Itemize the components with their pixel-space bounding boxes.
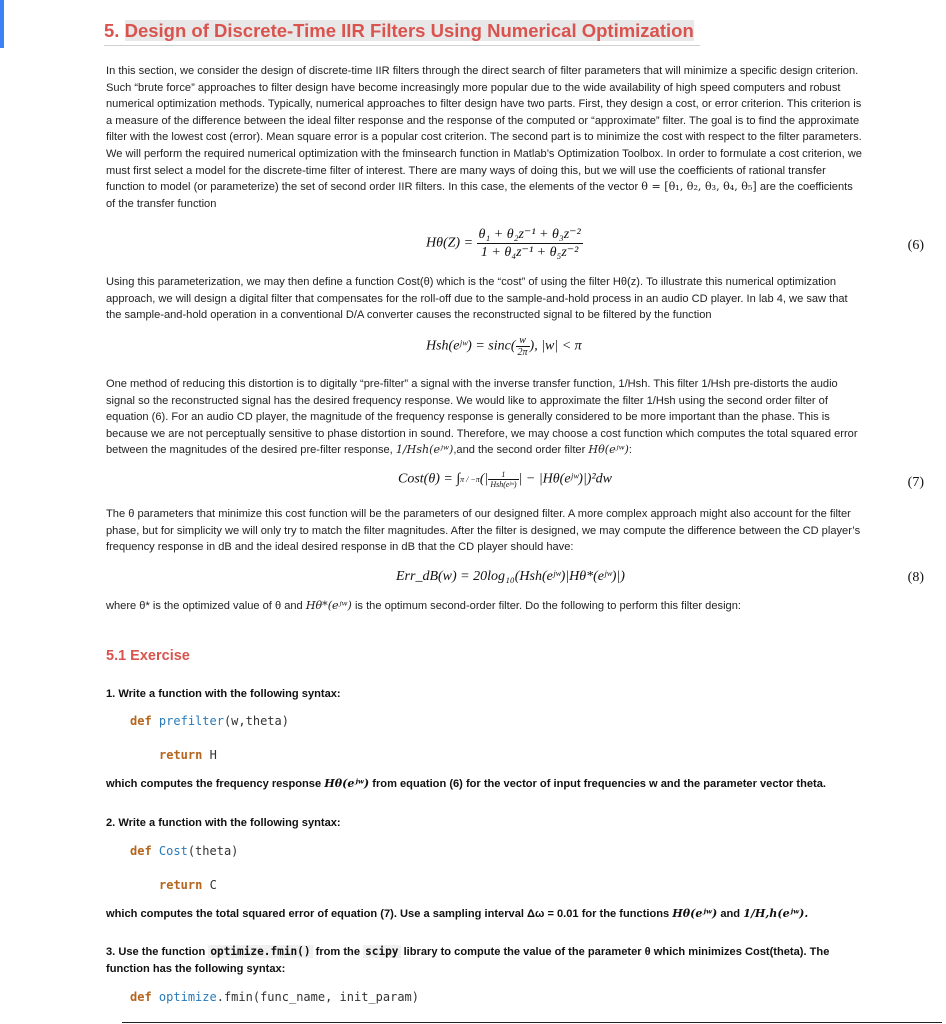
title-underline	[104, 45, 700, 46]
intro-line-vector: function to model (or parameterize) the set of second order IIR filters. In this case, the elements of the vector θ = [θ₁, θ₂, θ₃, θ₄, θ₅] are the coefficients	[106, 180, 853, 194]
equation-sample-hold: Hsh(eʲʷ) = sinc( $\frac{w}{2\pi}$ ), |w| < π	[426, 335, 582, 358]
equation-8: Err_dB(w) = 20log₁₀(Hsh(eʲʷ)|Hθ*(eʲʷ)|)	[396, 569, 625, 584]
section-title	[104, 20, 694, 42]
intro-line: filter with the lowest cost (error). Mean square error is a popular cost criterion. The second part is to minimize the cost with respect to the filter parameters.	[106, 131, 862, 144]
prefilter-paragraph: One method of reducing this distortion is to digitally “pre-filter” a signal with the inverse transfer function, 1/Hsh. This filter 1/Hsh pre-distorts the audio signal so the reconstructed signal has the desired frequency response. We would like to approximate the filter 1/Hsh using the second order filter of equation (6). For an audio CD player, the magnitude of the frequency response is generally considered to be more important than the phase. This is because we are not perceptually sensitive to phase distortion in sound. Therefore, we may choose a cost function which computes the total squared error between the magnitudes of the desired pre-filter response, 1/Hsh(eʲʷ),and the second order filter Hθ(eʲʷ):	[106, 378, 858, 457]
section-number: 5.	[104, 20, 120, 41]
exercise-heading: 5.1 Exercise	[106, 648, 190, 664]
intro-line: We will perform the required numerical optimization with the fminsearch function in Matlab’s Optimization Toolbox. In order to formulate a cost criterion, we	[106, 147, 862, 160]
question-2: 2. Write a function with the following syntax:	[106, 817, 341, 829]
intro-paragraph	[106, 63, 922, 212]
question-3-line-2: function has the following syntax:	[106, 963, 286, 975]
code-prefilter-def: def prefilter(w,theta)	[130, 714, 289, 728]
parameterization-paragraph: Using this parameterization, we may then define a function Cost(θ) which is the “cost” of using the filter Hθ(z). To illustrate this numerical optimization approach, we will design a digital filter that compensates for the roll-off due to the sample-and-hold process in an audio CD player. In lab 4, we saw that the sample-and-hold operation in a conventional D/A converter causes the reconstructed signal to be filtered by the function	[106, 276, 848, 322]
inline-code-scipy: scipy	[365, 945, 399, 958]
section-title-text: Design of Discrete-Time IIR Filters Using Numerical Optimization	[124, 20, 694, 41]
equation-7-number: (7)	[907, 475, 924, 490]
intro-line: Such “brute force” approaches to filter design have become increasingly more popular due to the wide availability of high speed computers and robust	[106, 81, 841, 94]
equation-6: Hθ(Z) = $\frac{\text{θ₁ + θ₂z⁻¹ + θ₃z⁻²}}{\text{1 + θ₄z⁻¹ + θ₅z⁻²}}$	[426, 227, 581, 260]
optimized-paragraph: where θ* is the optimized value of θ and Hθ*(eʲʷ) is the optimum second-order filter. Do the following to perform this filter design:	[106, 599, 741, 612]
code-cost-def: def Cost(theta)	[130, 844, 239, 858]
intro-line: In this section, we consider the design of discrete-time IIR filters through the direct search of filter parameters that will minimize a specific design criterion.	[106, 65, 859, 77]
theta-paragraph: The θ parameters that minimize this cost function will be the parameters of our designed filter. A more complex approach might also account for the filter phase, but for simplicity we will only try to match the filter magnitudes. After the filter is designed, we may compute the difference between the CD player’s frequency response in dB and the ideal desired response in dB that the CD player should have:	[106, 508, 861, 554]
question-3: 3. Use the function optimize.fmin() from the scipy library to compute the value of the parameter θ which minimizes Cost(theta). The	[106, 945, 830, 958]
intro-line: a measure of the difference between the ideal filter response and the response of the computed or “approximate” filter. The goal is to find the approximate	[106, 114, 860, 127]
equation-8-number: (8)	[907, 570, 924, 585]
code-cost-return: return C	[159, 878, 217, 892]
left-accent-bar	[0, 0, 4, 48]
question-1: 1. Write a function with the following syntax:	[106, 688, 341, 700]
code-prefilter-return: return H	[159, 748, 217, 762]
question-1-description: which computes the frequency response Hθ(eʲʷ) from equation (6) for the vector of input frequencies w and the parameter vector theta.	[106, 777, 826, 790]
theta-vector: θ = [θ₁, θ₂, θ₃, θ₄, θ₅]	[641, 180, 757, 194]
intro-line: of the transfer function	[106, 197, 217, 210]
inline-code-fmin: optimize.fmin()	[210, 945, 311, 958]
equation-7: Cost(θ) = ∫π / −π(| $\frac{1}{\text{Hsh(eʲʷ)}}$ | − |Hθ(eʲʷ)|)²dw	[398, 470, 612, 489]
bottom-divider	[122, 1022, 942, 1023]
question-2-description: which computes the total squared error of equation (7). Use a sampling interval Δω = 0.01 for the functions Hθ(eʲʷ) and 1/H,h(eʲʷ).	[106, 907, 809, 920]
code-fmin-def: def optimize.fmin(func_name, init_param)	[130, 990, 420, 1004]
equation-6-number: (6)	[907, 238, 924, 253]
intro-line: numerical optimization methods. Typically, numerical approaches to filter design have two parts. First, they design a cost, or error criterion. This criterion is	[106, 98, 862, 111]
intro-line: must first select a model for the discrete-time filter of interest. There are many ways of doing this, but we will use the coefficients of rational transfer	[106, 164, 826, 177]
eq6-fraction: $\frac{\text{θ₁ + θ₂z⁻¹ + θ₃z⁻²}}{\text{1 + θ₄z⁻¹ + θ₅z⁻²}}$	[478, 227, 581, 260]
